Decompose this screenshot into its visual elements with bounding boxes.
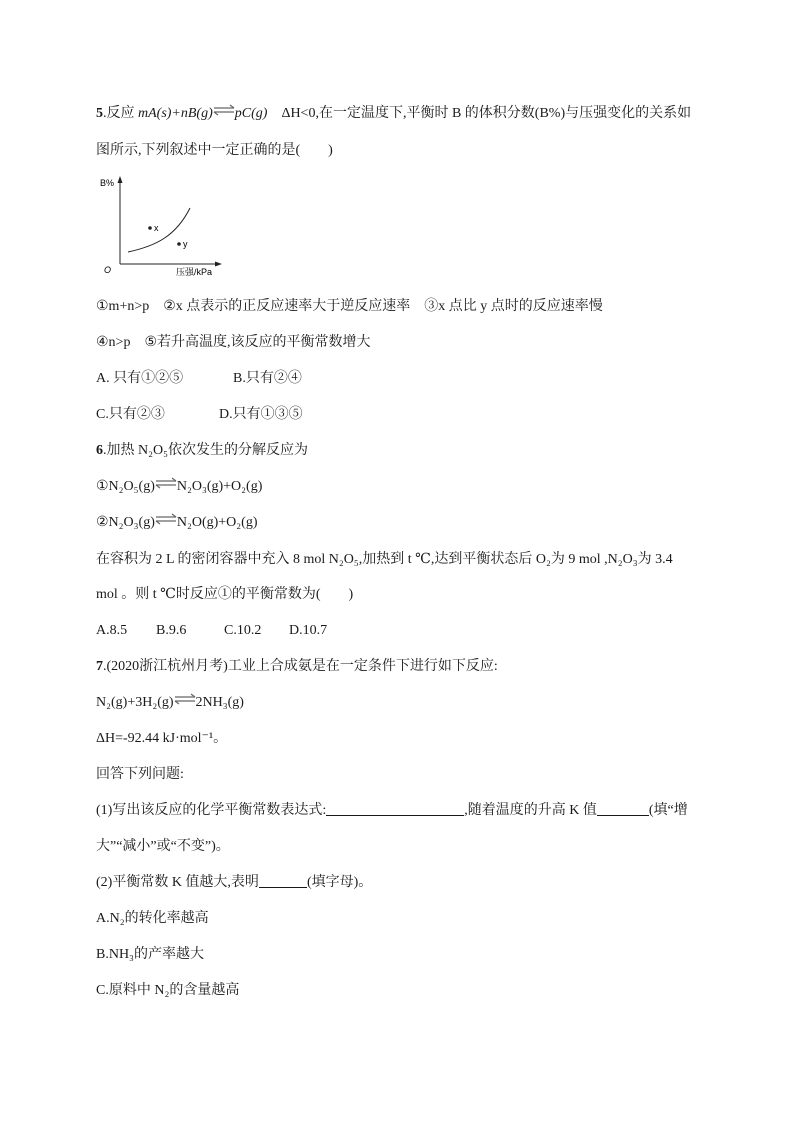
q5-reactants: mA(s)+nB(g) <box>138 106 213 121</box>
q6-r2-right: N₂O(g)+O₂(g) <box>176 515 258 530</box>
q5-option-b[interactable]: B.只有②④ <box>233 371 302 386</box>
q7-part1-blank-expression[interactable] <box>326 801 464 816</box>
q7-part1-text-b: ,随着温度的升高 K 值 <box>464 803 597 818</box>
q5-options-row1 <box>96 369 302 389</box>
q7-part2-blank[interactable] <box>259 873 307 888</box>
q7-option-b[interactable]: B.NH₃的产率越大 <box>96 947 204 962</box>
reversible-arrow-icon <box>174 693 196 705</box>
q5-statements-2: ④n>p ⑤若升高温度,该反应的平衡常数增大 <box>96 335 371 350</box>
q5-stem-line2: 图所示,下列叙述中一定正确的是( ) <box>96 143 333 158</box>
q7-title: .(2020浙江杭州月考)工业上合成氨是在一定条件下进行如下反应: <box>103 659 498 674</box>
q7-enthalpy: ΔH=-92.44 kJ·mol⁻¹。 <box>96 731 228 746</box>
q7-option-c[interactable]: C.原料中 N₂的含量越高 <box>96 983 240 998</box>
reversible-arrow-icon <box>155 513 177 525</box>
x-axis-label: 压强/kPa <box>176 267 213 277</box>
q6-title: .加热 N₂O₅依次发生的分解反应为 <box>103 443 308 458</box>
q7-part1-text-a: (1)写出该反应的化学平衡常数表达式: <box>96 803 327 818</box>
q7-equation <box>96 693 244 713</box>
q7-part2 <box>96 873 372 893</box>
q7-eq-left: N₂(g)+3H₂(g) <box>96 695 174 710</box>
y-axis-label: B% <box>100 178 115 188</box>
q5-products: pC(g) <box>234 106 268 121</box>
q7-option-a[interactable]: A.N₂的转化率越高 <box>96 911 209 926</box>
q6-body-line2: mol 。则 t ℃时反应①的平衡常数为( ) <box>96 587 354 602</box>
point-x <box>148 226 152 230</box>
q6-stem <box>96 441 308 461</box>
q5-stem-prefix: .反应 <box>103 106 138 121</box>
q7-part2-text-b: (填字母)。 <box>306 875 373 890</box>
x-axis-arrow-icon <box>215 262 222 267</box>
q6-r1-left: ①N₂O₅(g) <box>96 479 155 494</box>
point-x-label: x <box>154 223 159 233</box>
q6-option-a[interactable]: A.8.5 <box>96 623 128 638</box>
q6-number: 6 <box>96 443 103 458</box>
y-axis-arrow-icon <box>118 176 123 183</box>
q5-number: 5 <box>96 106 103 121</box>
q7-number: 7 <box>96 659 103 674</box>
q5-options-row2 <box>96 405 303 425</box>
q6-r2-left: ②N₂O₃(g) <box>96 515 155 530</box>
q5-stem-rest: ΔH<0,在一定温度下,平衡时 B 的体积分数(B%)与压强变化的关系如 <box>281 106 692 121</box>
q5-option-c[interactable]: C.只有②③ <box>96 407 165 422</box>
q6-reaction-2 <box>96 513 258 533</box>
q7-eq-right: 2NH₃(g) <box>195 695 244 710</box>
q5-figure <box>96 172 226 282</box>
q5-option-a[interactable]: A. 只有①②⑤ <box>96 371 184 386</box>
q6-option-b[interactable]: B.9.6 <box>156 623 187 638</box>
q7-stem <box>96 657 498 677</box>
q5-option-d[interactable]: D.只有①③⑤ <box>219 407 303 422</box>
q6-r1-right: N₂O₃(g)+O₂(g) <box>176 479 263 494</box>
q6-options <box>96 621 327 641</box>
q7-prompt: 回答下列问题: <box>96 767 184 782</box>
point-y <box>177 242 181 246</box>
reversible-arrow-icon <box>213 104 235 116</box>
q7-part1-text-c: (填“增 <box>648 803 688 818</box>
q5-statements-1: ①m+n>p ②x 点表示的正反应速率大于逆反应速率 ③x 点比 y 点时的反应速率慢 <box>96 299 603 314</box>
q7-part1-line2: 大”“减小”或“不变”)。 <box>96 839 230 854</box>
q5-stem-line1 <box>96 104 691 124</box>
point-y-label: y <box>183 239 188 249</box>
origin-label: O <box>104 265 112 275</box>
q7-part1-line1 <box>96 801 688 821</box>
q7-part2-text-a: (2)平衡常数 K 值越大,表明 <box>96 875 259 890</box>
q7-part1-blank-k[interactable] <box>597 801 649 816</box>
q6-option-c[interactable]: C.10.2 <box>224 623 262 638</box>
reversible-arrow-icon <box>155 477 177 489</box>
curve <box>128 208 190 252</box>
q6-reaction-1 <box>96 477 262 497</box>
q6-option-d[interactable]: D.10.7 <box>289 623 328 638</box>
q6-body-line1: 在容积为 2 L 的密闭容器中充入 8 mol N₂O₅,加热到 t ℃,达到平衡状态后 O₂为 9 mol ,N₂O₃为 3.4 <box>96 552 673 567</box>
